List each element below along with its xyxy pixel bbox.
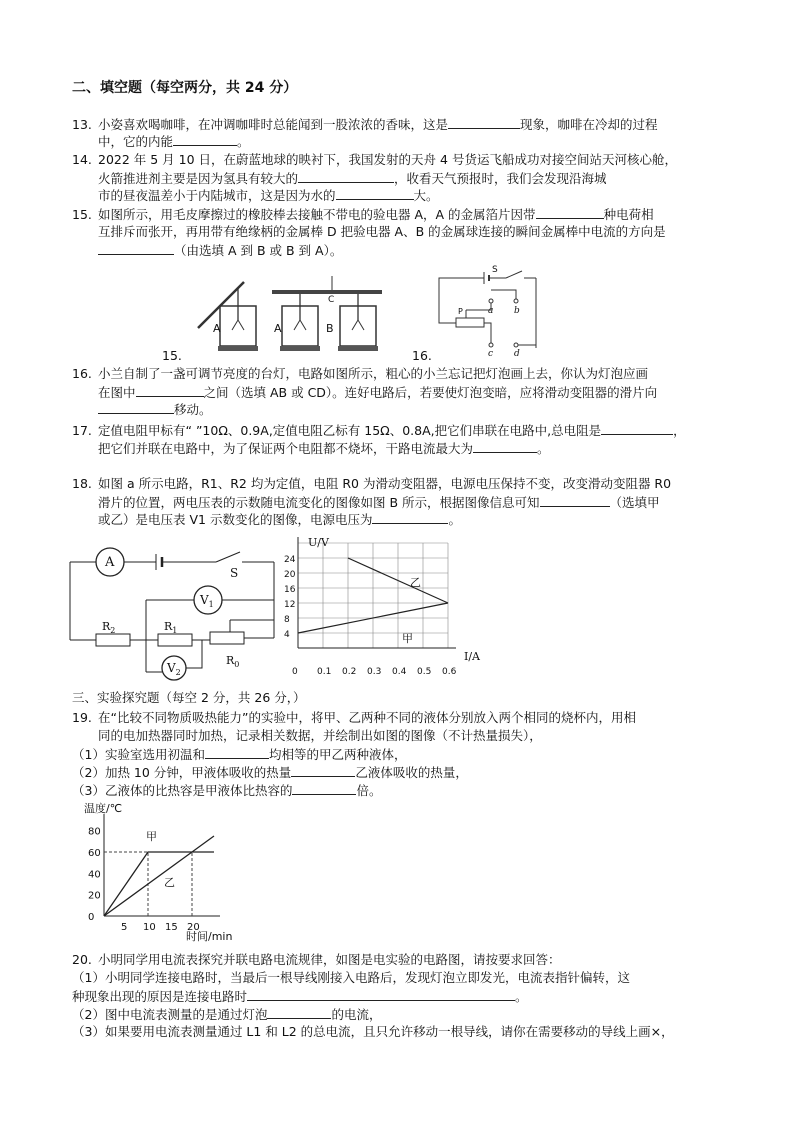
question-number: 15. xyxy=(72,207,92,222)
r1-label: $R_1$ xyxy=(164,620,178,635)
r0-label: $R_0$ xyxy=(226,654,240,669)
chart-18-ylabel: U/V xyxy=(308,536,329,549)
answer-blank[interactable] xyxy=(336,187,414,200)
question-number: 17. xyxy=(72,423,92,438)
switch-label: S xyxy=(230,566,239,580)
question-number: 16. xyxy=(72,366,92,381)
question-19-sub-3: （3）乙液体的比热容是甲液体比热容的 倍。 xyxy=(72,783,382,798)
chart-19-xlabel: 时间/min xyxy=(186,930,233,943)
question-18-line-3: 或乙）是电压表 V1 示数变化的图像，电源电压为 。 xyxy=(98,512,461,527)
figure-18a-circuit xyxy=(70,540,280,680)
question-19-sub-1: （1）实验室选用初温和 均相等的甲乙两种液体， xyxy=(72,747,407,762)
question-19-line-2: 同的电加热器同时加热，记录相关数据，并绘制出如图的图像（不计热量损失）， xyxy=(98,728,542,743)
chart-19-ytick: 20 xyxy=(88,890,101,902)
fig16-point-b: b xyxy=(514,306,520,316)
question-14-line-3: 市的昼夜温差小于内陆城市，这是因为水的 大。 xyxy=(98,188,439,203)
question-17-line-1: 17. 定值电阻甲标有“ ”10Ω、0.9A,定值电阻乙标有 15Ω、0.8A,把它们串联在电路中,总电阻是 ， xyxy=(72,423,686,438)
answer-blank[interactable] xyxy=(292,782,356,795)
answer-blank[interactable] xyxy=(448,116,520,129)
answer-blank[interactable] xyxy=(291,764,355,777)
chart-18-ytick: 24 xyxy=(284,555,296,565)
question-17-line-2: 把它们并联在电路中，为了保证两个电阻都不烧坏，干路电流最大为 。 xyxy=(98,441,550,456)
ammeter-label: A xyxy=(105,555,115,570)
answer-blank[interactable] xyxy=(267,1006,331,1019)
question-15-line-2: 互排斥而张开，再用带有绝缘柄的金属棒 D 把验电器 A、B 的金属球连接的瞬间金属棒中电流的方向是 xyxy=(98,224,666,239)
question-number: 13. xyxy=(72,117,92,132)
fig15-label-b: B xyxy=(326,322,334,335)
chart-19-series-jia-label: 甲 xyxy=(146,830,157,843)
section-title-experiment: 三、实验探究题（每空 2 分，共 26 分，） xyxy=(72,690,306,705)
chart-19-xtick: 5 xyxy=(121,922,128,933)
chart-19-ylabel: 温度/℃ xyxy=(84,802,123,815)
fig16-point-d: d xyxy=(514,349,520,359)
answer-blank[interactable] xyxy=(601,422,673,435)
question-18-line-1: 18. 如图 a 所示电路，R1、R2 均为定值，电阻 R0 为滑动变阻器，电源电压保持不变，改变滑动变阻器 R0 xyxy=(72,476,672,491)
figure-15-electroscopes xyxy=(180,270,380,360)
chart-18-xlabel: I/A xyxy=(464,650,480,663)
chart-19-xtick: 15 xyxy=(165,922,178,933)
chart-19-ytick: 80 xyxy=(88,826,101,838)
question-15-line-1: 15. 如图所示，用毛皮摩擦过的橡胶棒去接触不带电的验电器 A，A 的金属箔片因带 种电荷相 xyxy=(72,207,654,222)
chart-18-u-i xyxy=(280,536,500,686)
chart-18-ytick: 20 xyxy=(284,570,296,580)
question-16-line-3: 移动。 xyxy=(98,401,212,418)
chart-19-ytick: 40 xyxy=(88,869,101,881)
answer-blank[interactable] xyxy=(205,746,269,759)
question-20-sub-1-cont: 种现象出现的原因是连接电路时 。 xyxy=(72,989,528,1004)
question-20-sub-1: （1）小明同学连接电路时，当最后一根导线刚接入电路后，发现灯泡立即发光，电流表指针偏转，这 xyxy=(72,970,630,985)
question-16-line-2: 在图中 之间（选填 AB 或 CD）。连好电路后，若要使灯泡变暗，应将滑动变阻器的滑片向 xyxy=(98,385,658,400)
question-number: 20. xyxy=(72,952,92,967)
chart-18-grid xyxy=(298,537,456,648)
question-13-line-2: 中，它的内能 。 xyxy=(98,134,250,149)
resistor-r2 xyxy=(96,634,130,646)
answer-blank[interactable] xyxy=(536,206,604,219)
fig15-label-a: A xyxy=(213,322,221,335)
chart-18-xtick: 0.1 xyxy=(317,667,332,677)
chart-19-xtick: 10 xyxy=(143,922,156,933)
fig16-slider-label: P xyxy=(458,307,463,316)
chart-18-xtick: 0 xyxy=(292,667,298,677)
answer-blank[interactable] xyxy=(173,133,237,146)
question-20-sub-2: （2）图中电流表测量的是通过灯泡 的电流， xyxy=(72,1007,382,1022)
figure-16-label: 16. xyxy=(412,348,432,363)
resistor-r1 xyxy=(158,634,192,646)
figure-16-circuit xyxy=(436,265,546,359)
v2-label: $V_2$ xyxy=(167,661,181,677)
answer-blank[interactable] xyxy=(298,170,394,183)
r2-label: $R_2$ xyxy=(102,620,116,635)
question-14-line-2: 火箭推进剂主要是因为氢具有较大的 ，收看天气预报时，我们会发现沿海城 xyxy=(98,171,607,186)
rheostat-r0 xyxy=(210,632,244,644)
question-number: 14. xyxy=(72,152,92,167)
chart-19-xtick: 20 xyxy=(187,922,200,933)
answer-blank[interactable] xyxy=(98,401,174,414)
question-20-sub-3: （3）如果要用电流表测量通过 L1 和 L2 的总电流，且只允许移动一根导线，请你在需要移动的导线上画×， xyxy=(72,1024,674,1039)
chart-19-series-line-0 xyxy=(104,852,214,916)
question-15-line-3: （由选填 A 到 B 或 B 到 A）。 xyxy=(98,242,342,259)
chart-19-ytick: 60 xyxy=(88,848,101,859)
fig15-label-a2: A xyxy=(274,322,282,335)
chart-18-xtick: 0.6 xyxy=(442,667,457,677)
question-number: 19. xyxy=(72,710,92,725)
answer-blank[interactable] xyxy=(98,242,174,255)
chart-19-ytick: 0 xyxy=(88,912,95,923)
fig16-point-a: a xyxy=(488,306,494,316)
question-19-line-1: 19. 在“比较不同物质吸热能力”的实验中，将甲、乙两种不同的液体分别放入两个相同的烧杯内，用相 xyxy=(72,710,636,725)
chart-18-xtick: 0.3 xyxy=(367,667,382,677)
chart-18-series-jia-label: 甲 xyxy=(402,632,413,645)
question-number: 18. xyxy=(72,476,92,491)
answer-blank[interactable] xyxy=(473,440,537,453)
v1-label: $V_1$ xyxy=(200,593,214,609)
chart-19-series-line-1 xyxy=(104,836,214,916)
answer-blank[interactable] xyxy=(247,988,515,1001)
chart-19-temperature-time xyxy=(76,800,236,948)
chart-18-ytick: 12 xyxy=(284,600,296,610)
answer-blank[interactable] xyxy=(372,511,448,524)
question-20-line-1: 20. 小明同学用电流表探究并联电路电流规律，如图是电实验的电路图，请按要求回答： xyxy=(72,952,561,967)
answer-blank[interactable] xyxy=(136,384,204,397)
question-14-line-1: 14. 2022 年 5 月 10 日，在蔚蓝地球的映衬下，我国发射的天舟 4 号货运飞船成功对接空间站天河核心舱， xyxy=(72,152,677,167)
fig16-switch-label: S xyxy=(492,265,498,275)
chart-18-ytick: 16 xyxy=(284,585,296,595)
chart-18-series-yi-label: 乙 xyxy=(410,576,421,589)
question-18-line-2: 滑片的位置，两电压表的示数随电流变化的图像如图 B 所示，根据图像信息可知 （选填甲 xyxy=(98,495,660,510)
chart-18-xtick: 0.5 xyxy=(417,667,432,677)
question-16-line-1: 16. 小兰自制了一盏可调节亮度的台灯，电路如图所示，粗心的小兰忘记把灯泡画上去，你认为灯泡应画 xyxy=(72,366,649,381)
chart-18-xtick: 0.4 xyxy=(392,667,407,677)
chart-18-ytick: 4 xyxy=(284,630,290,640)
question-13-line-1: 13. 小姿喜欢喝咖啡，在冲调咖啡时总能闻到一股浓浓的香味，这是 现象，咖啡在冷却的过程 xyxy=(72,117,658,132)
section-title-fill-blank: 二、填空题（每空两分，共 24 分） xyxy=(72,80,298,96)
fig15-label-c: C xyxy=(328,295,335,305)
chart-18-xtick: 0.2 xyxy=(342,667,357,677)
fig16-point-c: c xyxy=(488,349,494,359)
chart-19-series-yi-label: 乙 xyxy=(164,876,175,889)
chart-18-ytick: 8 xyxy=(284,615,290,625)
question-19-sub-2: （2）加热 10 分钟，甲液体吸收的热量 乙液体吸收的热量， xyxy=(72,765,468,780)
answer-blank[interactable] xyxy=(540,494,610,507)
figure-15-label: 15. xyxy=(162,348,182,363)
